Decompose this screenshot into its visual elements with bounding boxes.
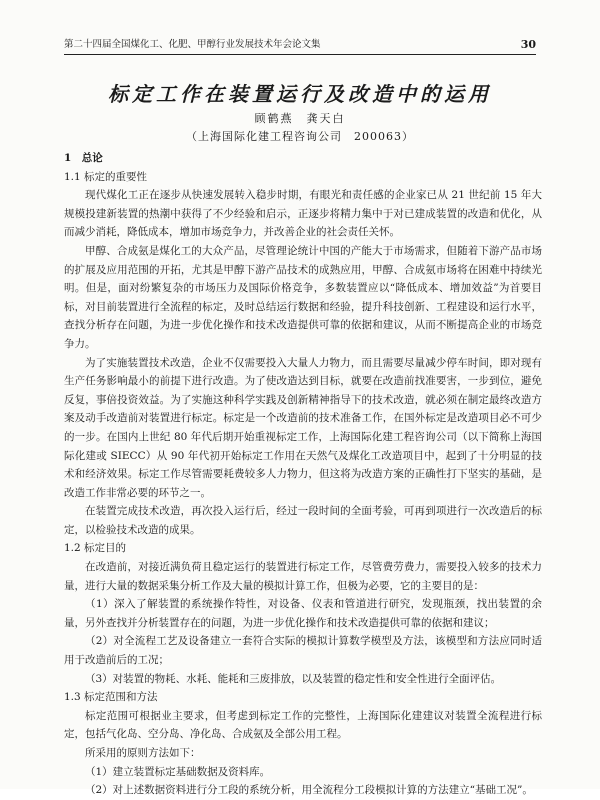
subsection-heading: 1.2 标定目的 xyxy=(64,542,127,555)
list-item: （1）建立装置标定基础数据及资料库。 xyxy=(85,765,271,778)
article-title: 标定工作在装置运行及改造中的运用 xyxy=(108,82,492,106)
list-item: （1）深入了解装置的系统操作特性，对设备、仪表和管道进行研究，发现瓶颈，找出装置的余量，另外查找并分析装置存在的问题，为进一步优化操作和技术改造提供可靠的依据和建议； xyxy=(64,598,542,629)
section-heading: 1 总论 xyxy=(64,152,103,164)
paragraph: 在改造前，对接近满负荷且稳定运行的装置进行标定工作，尽管费劳费力，需要投入较多的技术力量，进行大量的数据采集分析工作及大量的模拟计算工作，但极为必要，它的主要目的是： xyxy=(64,561,542,592)
article-affiliation: （上海国际化建工程咨询公司 200063） xyxy=(186,130,414,143)
running-title: 第二十四届全国煤化工、化肥、甲醇行业发展技术年会论文集 xyxy=(64,39,321,50)
subsection-heading: 1.1 标定的重要性 xyxy=(64,170,148,183)
subsection-heading: 1.3 标定范围和方法 xyxy=(64,691,158,704)
paragraph: 所采用的原则方法如下： xyxy=(85,747,201,759)
list-item: （2）对上述数据资料进行分工段的系统分析，用全流程分工段模拟计算的方法建立“基础工况”。 xyxy=(85,784,533,797)
list-item: （3）对装置的物耗、水耗、能耗和三废排放，以及装置的稳定性和安全性进行全面评估。 xyxy=(85,672,502,685)
article-body xyxy=(64,149,542,800)
article-authors: 顾鹤燕 龚天白 xyxy=(254,112,346,125)
list-item: （2）对全流程工艺及设备建立一套符合实际的模拟计算数学模型及方法，该模型和方法应同时适用于改造前后的工况； xyxy=(64,635,542,667)
paragraph: 为了实施装置技术改造，企业不仅需要投入大量人力物力，而且需要尽量减少停车时间，即对现有生产任务影响最小的前提下进行改造。为了使改造达到目标，就要在改造前找准要害，一步到位，避免反复，事倍投资效益。为了实施这种科学实践及创新精神指导下的技术改造，就必须在制定最终改造方案及动手改造前对装置进行标定。标定是一个改造前的技术准备工作，在国外标定是改造项目必不可少的一步。在国内上世纪 80 年代后期开始重视标定工作，上海国际化建工程咨询公司（以下简称上海国际化建或 SIECC）从 90 年代初开始标定工作用在天然气及煤化工改造项目中，起到了十分明显的技术和经济效果。标定工作尽管需要耗费较多人力物力，但这将为改造方案的正确性打下坚实的基础，是改造工作非常必要的环节之一。 xyxy=(64,356,542,499)
running-header xyxy=(64,38,536,55)
page-number: 30 xyxy=(520,38,536,51)
paragraph: 标定范围可根据业主要求，但考虑到标定工作的完整性，上海国际化建建议对装置全流程进行标定，包括气化岛、空分岛、净化岛、合成氨及全部公用工程。 xyxy=(64,709,542,741)
paragraph: 现代煤化工正在逐步从快速发展转入稳步时期，有眼光和责任感的企业家已从 21 世纪前 15 年大规模投建新装置的热潮中获得了不少经验和启示，正逐步将精力集中于对已建成装置的改造和优化，从而减少消耗，降低成本，增加市场竞争力，并改善企业的社会责任关怀。 xyxy=(64,189,542,239)
paragraph: 甲醇、合成氨是煤化工的大众产品，尽管理论统计中国的产能大于市场需求，但随着下游产品市场的扩展及应用范围的开拓，尤其是甲醇下游产品技术的成熟应用，甲醇、合成氨市场将在困难中持续光明。但是，面对纷繁复杂的市场压力及国际价格竞争，多数装置应以“降低成本、增加效益”为首要目标，对目前装置进行全流程的标定，及时总结运行数据和经验，提升科技创新、工程建设和运行水平，查找分析存在问题，为进一步优化操作和技术改造提供可靠的依据和建议，从而不断提高企业的市场竞争力。 xyxy=(64,244,542,350)
paragraph: 在装置完成技术改造，再次投入运行后，经过一段时间的全面考验，可再到项进行一次改造后的标定，以检验技术改造的成果。 xyxy=(64,505,542,536)
